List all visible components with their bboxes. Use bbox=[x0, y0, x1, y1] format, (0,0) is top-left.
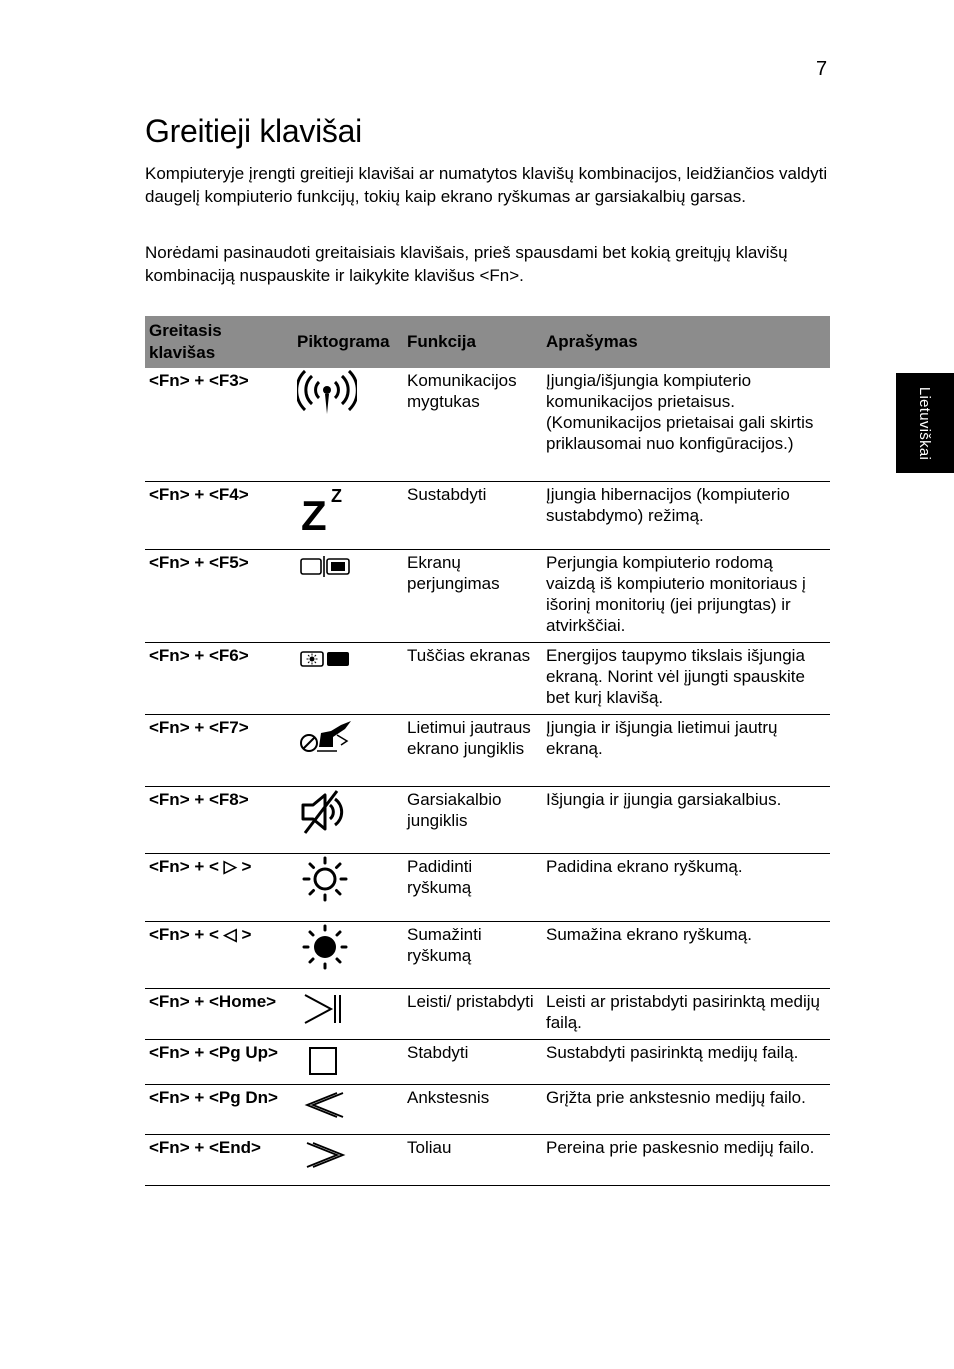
table-row bbox=[145, 921, 830, 988]
brightness-up-icon bbox=[297, 854, 357, 904]
header-description: Aprašymas bbox=[542, 316, 830, 368]
svg-text:Z: Z bbox=[331, 485, 342, 506]
brightness-down-icon bbox=[297, 922, 357, 972]
table-row bbox=[145, 1084, 830, 1134]
sleep-icon bbox=[297, 482, 357, 534]
function-cell: Ankstesnis bbox=[403, 1084, 542, 1134]
hotkey-cell: <Fn> + <Pg Up> bbox=[145, 1039, 293, 1084]
play-pause-icon bbox=[297, 989, 357, 1029]
function-cell: Sumažinti ryškumą bbox=[403, 921, 542, 988]
wireless-icon bbox=[297, 368, 357, 418]
function-cell: Garsiakalbio jungiklis bbox=[403, 786, 542, 853]
function-cell: Padidinti ryškumą bbox=[403, 853, 542, 921]
description-cell: Sumažina ekrano ryškumą. bbox=[542, 921, 830, 988]
description-cell: Energijos taupymo tikslais išjungia ekraną. Norint vėl įjungti spauskite bet kurį klavišą. bbox=[542, 642, 830, 714]
hotkey-cell: <Fn> + < ◁ > bbox=[145, 921, 293, 988]
description-cell: Įjungia/išjungia kompiuterio komunikacijos prietaisus. (Komunikacijos prietaisai gali skirtis priklausomai nuo konfigūracijos.) bbox=[542, 368, 830, 481]
table-row bbox=[145, 1039, 830, 1084]
function-cell: Leisti/ pristabdyti bbox=[403, 988, 542, 1039]
description-cell: Perjungia kompiuterio rodomą vaizdą iš kompiuterio monitoriaus į išorinį monitorių (jei prijungtas) ir atvirkščiai. bbox=[542, 549, 830, 642]
language-side-tab bbox=[896, 373, 954, 473]
header-function: Funkcija bbox=[403, 316, 542, 368]
hotkey-cell: <Fn> + <Home> bbox=[145, 988, 293, 1039]
intro-paragraph-2: Norėdami pasinaudoti greitaisiais klavišais, prieš spausdami bet kokią greitųjų klavišų kombinaciją nuspauskite ir laikykite klavišus <Fn>. bbox=[145, 243, 788, 285]
hotkey-cell: <Fn> + <End> bbox=[145, 1134, 293, 1185]
description-cell: Išjungia ir įjungia garsiakalbius. bbox=[542, 786, 830, 853]
hotkey-cell: <Fn> + <F3> bbox=[145, 368, 293, 481]
description-cell: Sustabdyti pasirinktą medijų failą. bbox=[542, 1039, 830, 1084]
function-cell: Lietimui jautraus ekrano jungiklis bbox=[403, 714, 542, 786]
table-row bbox=[145, 988, 830, 1039]
function-cell: Ekranų perjungimas bbox=[403, 549, 542, 642]
next-icon bbox=[297, 1135, 357, 1175]
table-row bbox=[145, 853, 830, 921]
header-icon: Piktograma bbox=[293, 316, 403, 368]
table-header-row bbox=[145, 316, 830, 368]
function-cell: Toliau bbox=[403, 1134, 542, 1185]
description-cell: Leisti ar pristabdyti pasirinktą medijų failą. bbox=[542, 988, 830, 1039]
function-cell: Stabdyti bbox=[403, 1039, 542, 1084]
description-cell: Pereina prie paskesnio medijų failo. bbox=[542, 1134, 830, 1185]
table-row bbox=[145, 786, 830, 853]
hotkey-cell: <Fn> + < ▷ > bbox=[145, 853, 293, 921]
description-cell: Padidina ekrano ryškumą. bbox=[542, 853, 830, 921]
display-off-icon bbox=[297, 643, 357, 673]
hotkey-cell: <Fn> + <F8> bbox=[145, 786, 293, 853]
stop-icon bbox=[297, 1040, 357, 1080]
table-row bbox=[145, 714, 830, 786]
hotkey-cell: <Fn> + <Pg Dn> bbox=[145, 1084, 293, 1134]
previous-icon bbox=[297, 1085, 357, 1125]
header-hotkey: Greitasis klavišas bbox=[145, 316, 293, 368]
table-row bbox=[145, 1134, 830, 1185]
description-cell: Įjungia hibernacijos (kompiuterio sustabdymo) režimą. bbox=[542, 481, 830, 549]
table-row bbox=[145, 481, 830, 549]
intro-paragraph-1: Kompiuteryje įrengti greitieji klavišai ar numatytos klavišų kombinacijos, leidžiančios valdyti daugelį kompiuterio funkcijų, tokių kaip ekrano ryškumas ar garsiakalbių garsas. bbox=[145, 164, 828, 206]
function-cell: Sustabdyti bbox=[403, 481, 542, 549]
description-cell: Grįžta prie ankstesnio medijų failo. bbox=[542, 1084, 830, 1134]
page-number: 7 bbox=[816, 58, 828, 80]
hotkey-cell: <Fn> + <F5> bbox=[145, 549, 293, 642]
page-title: Greitieji klavišai bbox=[145, 113, 362, 149]
display-toggle-icon bbox=[297, 550, 357, 580]
hotkey-table bbox=[145, 316, 830, 1186]
hotkey-cell: <Fn> + <F4> bbox=[145, 481, 293, 549]
function-cell: Komunikacijos mygtukas bbox=[403, 368, 542, 481]
table-row bbox=[145, 368, 830, 481]
table-row bbox=[145, 549, 830, 642]
touchpad-toggle-icon bbox=[297, 715, 357, 757]
table-row bbox=[145, 642, 830, 714]
svg-text:Z: Z bbox=[301, 491, 327, 534]
speaker-mute-icon bbox=[297, 787, 357, 837]
function-cell: Tuščias ekranas bbox=[403, 642, 542, 714]
hotkey-cell: <Fn> + <F6> bbox=[145, 642, 293, 714]
hotkey-cell: <Fn> + <F7> bbox=[145, 714, 293, 786]
language-side-tab-label: Lietuviškai bbox=[916, 386, 934, 460]
description-cell: Įjungia ir išjungia lietimui jautrų ekraną. bbox=[542, 714, 830, 786]
